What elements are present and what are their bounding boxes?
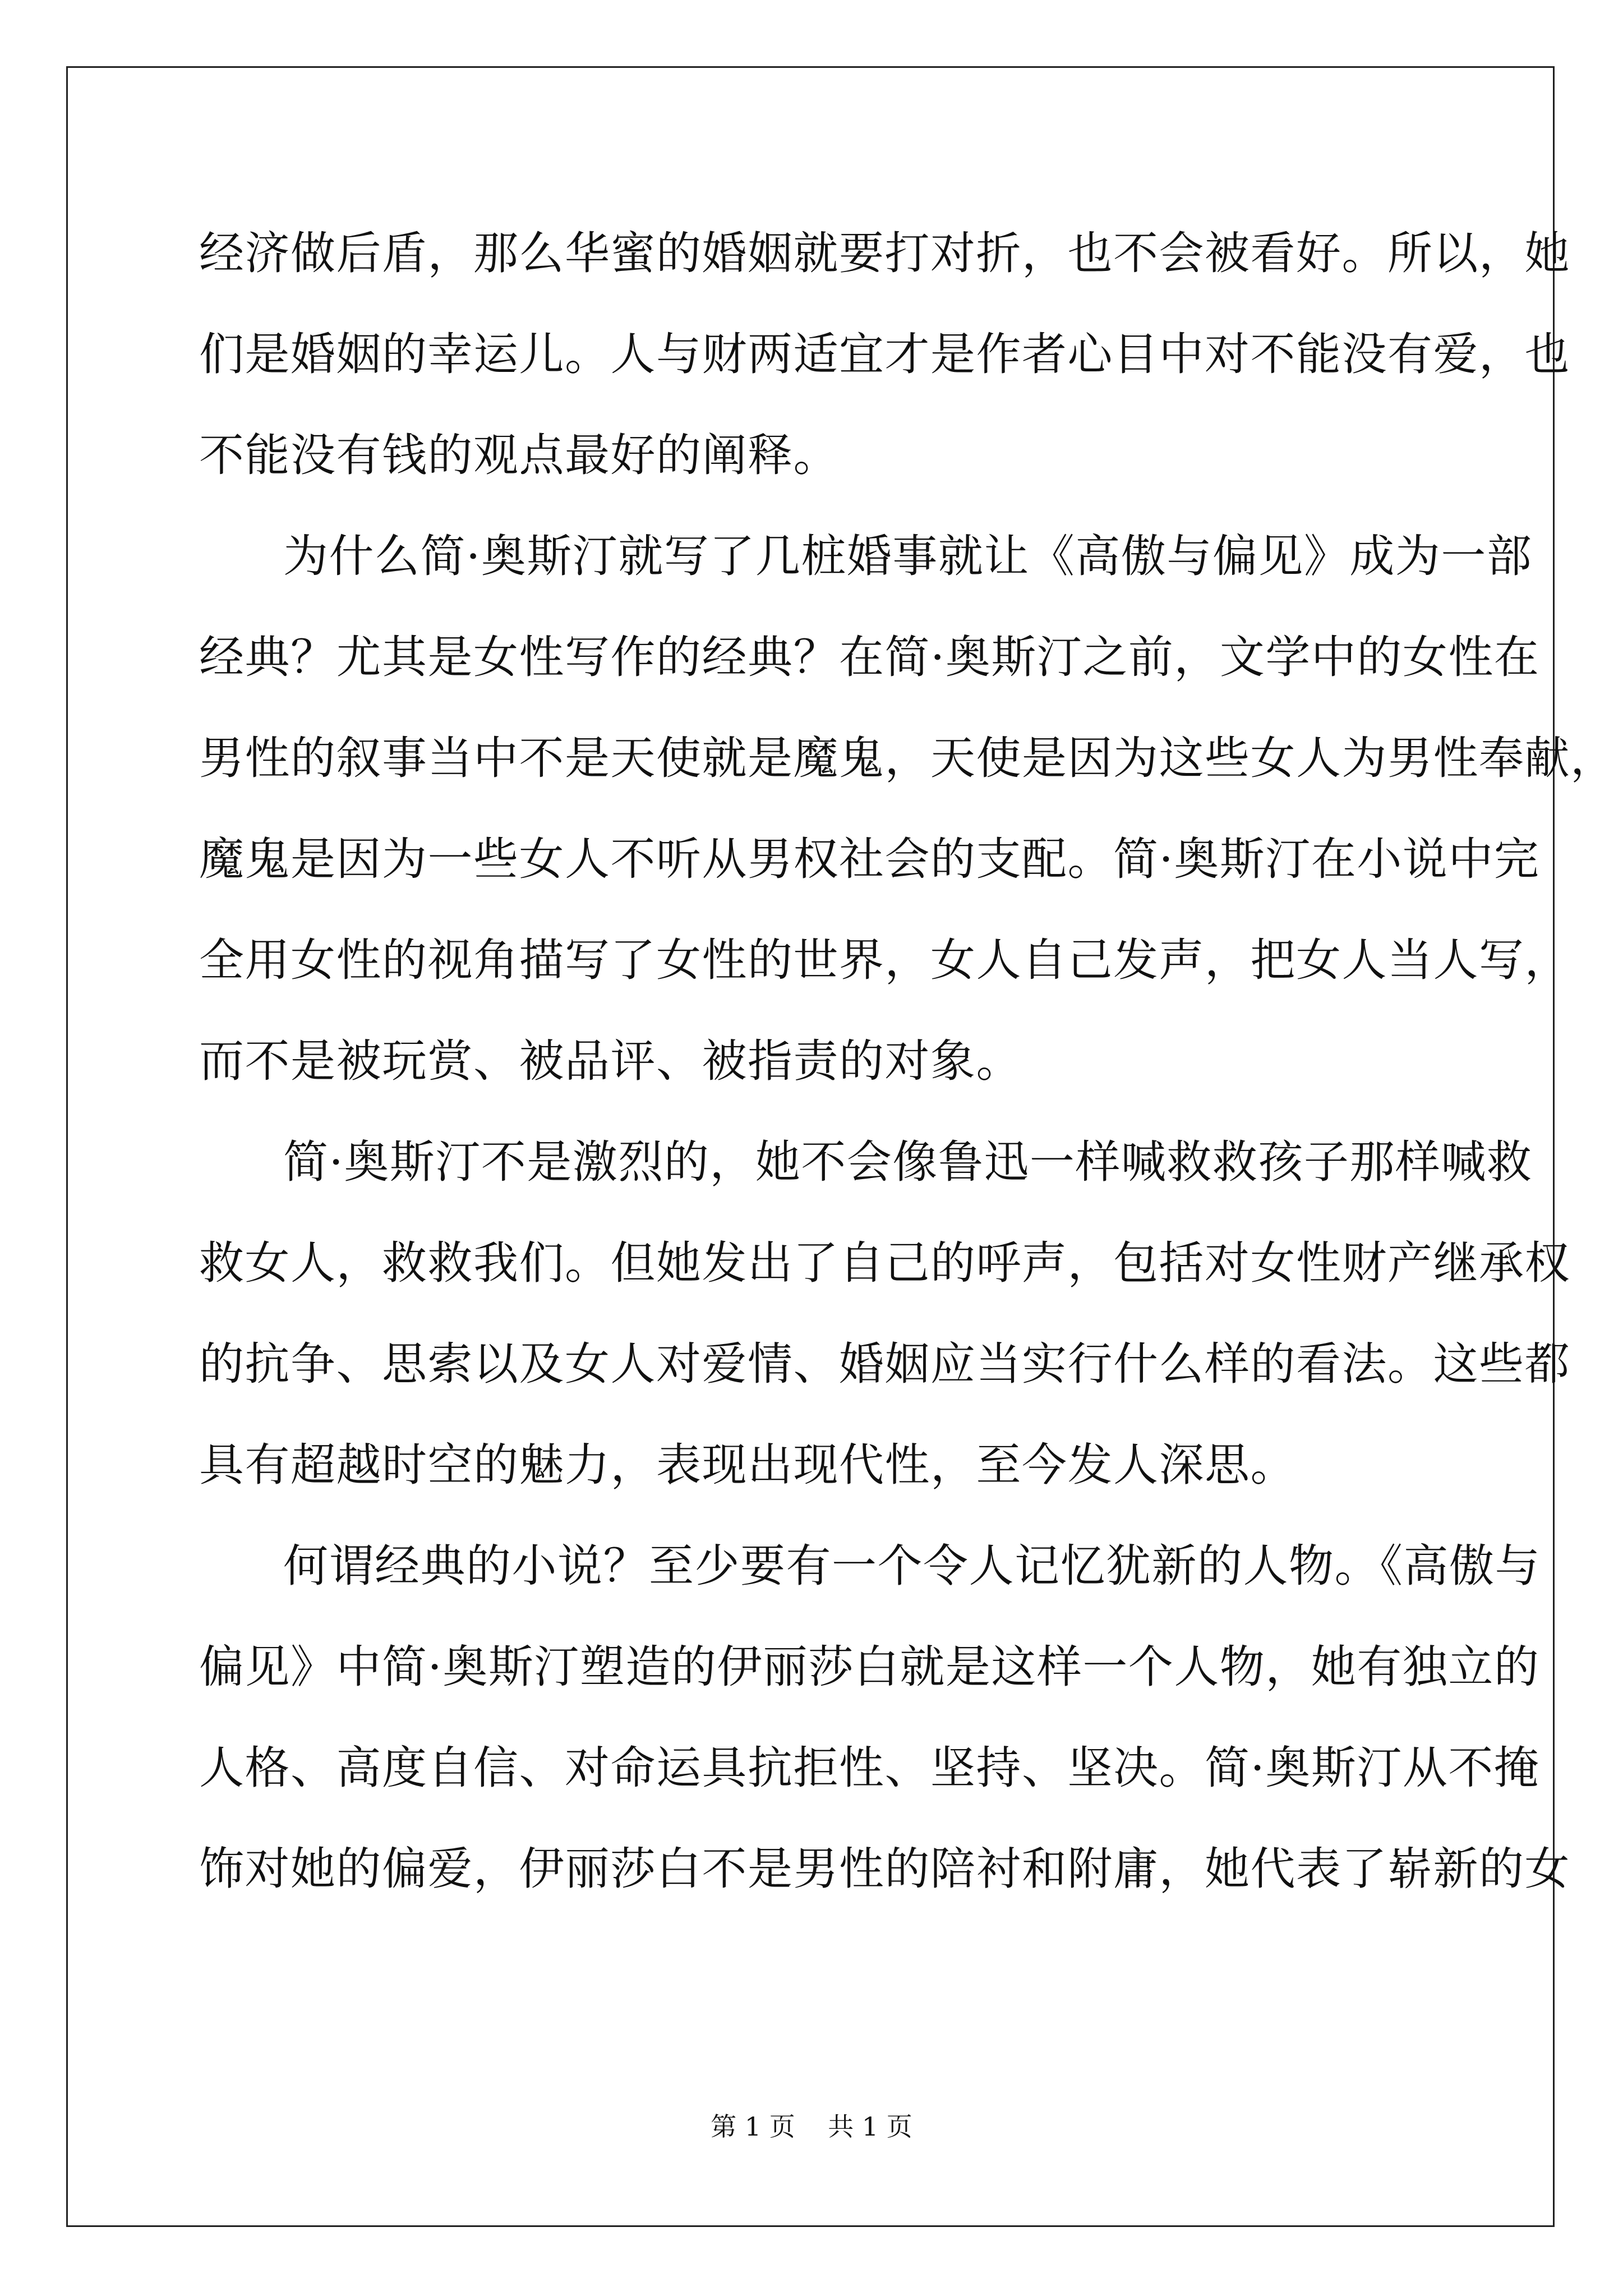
text-line: 简·奥斯汀不是激烈的，她不会像鲁迅一样喊救救孩子那样喊救: [283, 1136, 1533, 1188]
text-line: 饰对她的偏爱，伊丽莎白不是男性的陪衬和附庸，她代表了崭新的女: [199, 1843, 1570, 1895]
text-line: 救女人，救救我们。但她发出了自己的呼声，包括对女性财产继承权: [199, 1237, 1570, 1289]
text-line: 不能没有钱的观点最好的阐释。: [199, 429, 839, 481]
text-line: 男性的叙事当中不是天使就是魔鬼，天使是因为这些女人为男性奉献，: [199, 732, 1616, 784]
text-line: 经济做后盾，那么华蜜的婚姻就要打对折，也不会被看好。所以，她: [199, 227, 1570, 279]
text-line: 为什么简·奥斯汀就写了几桩婚事就让《高傲与偏见》成为一部: [283, 530, 1533, 582]
page-footer: 第 1 页 共 1 页: [711, 2111, 912, 2142]
text-line: 经典？尤其是女性写作的经典？在简·奥斯汀之前，文学中的女性在: [199, 631, 1540, 683]
text-line: 而不是被玩赏、被品评、被指责的对象。: [199, 1035, 1022, 1087]
text-line: 偏见》中简·奥斯汀塑造的伊丽莎白就是这样一个人物，她有独立的: [199, 1641, 1540, 1693]
text-line: 人格、高度自信、对命运具抗拒性、坚持、坚决。简·奥斯汀从不掩: [199, 1742, 1540, 1794]
text-line: 的抗争、思索以及女人对爱情、婚姻应当实行什么样的看法。这些都: [199, 1338, 1570, 1390]
text-line: 们是婚姻的幸运儿。人与财两适宜才是作者心目中对不能没有爱，也: [199, 328, 1570, 380]
text-line: 何谓经典的小说？至少要有一个令人记忆犹新的人物。《高傲与: [283, 1540, 1541, 1592]
text-line: 魔鬼是因为一些女人不听从男权社会的支配。简·奥斯汀在小说中完: [199, 833, 1540, 885]
document-body: [199, 214, 1616, 1931]
text-line: 全用女性的视角描写了女性的世界，女人自己发声，把女人当人写，: [199, 934, 1570, 986]
text-line: 具有超越时空的魅力，表现出现代性，至今发人深思。: [199, 1439, 1296, 1491]
